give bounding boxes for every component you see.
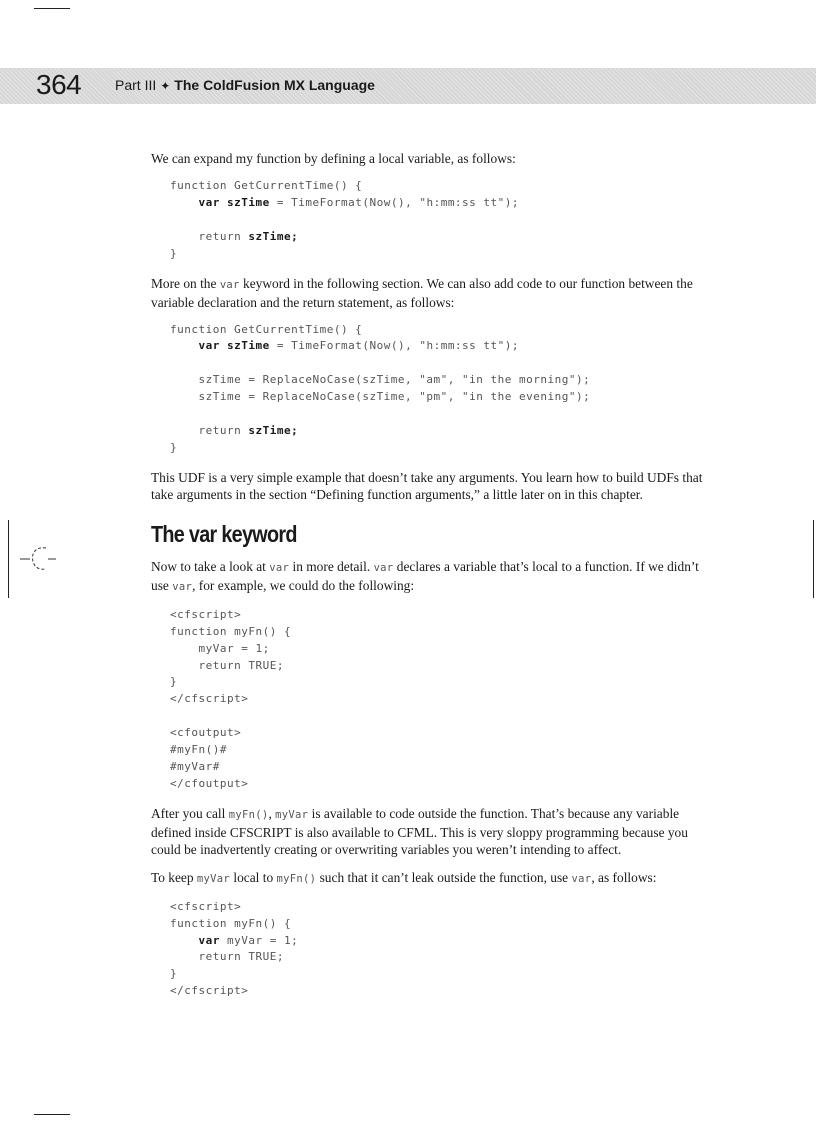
section-heading: The var keyword — [151, 520, 297, 547]
crop-mark-right-edge — [813, 520, 814, 598]
code-block-4: <cfscript> function myFn() { var myVar = 1; return TRUE; } </cfscript> — [170, 899, 299, 998]
book-title: The ColdFusion MX Language — [174, 77, 375, 93]
separator-icon: ✦ — [160, 79, 171, 93]
registration-mark-icon — [18, 544, 58, 574]
crop-mark-bottom-left — [34, 1114, 70, 1115]
part-label: Part III — [115, 77, 157, 93]
running-head — [115, 77, 375, 93]
paragraph-3: This UDF is a very simple example that doesn’t take any arguments. You learn how to build UDFs that take arguments in the section “Defining function arguments,” a little later on in this chapter. — [151, 469, 703, 502]
paragraph-4: Now to take a look at var in more detail. var declares a variable that’s local to a function. If we didn’t use var, for example, we could do the following: — [151, 558, 699, 593]
crop-mark-top-left — [34, 8, 70, 9]
paragraph-6: To keep myVar local to myFn() such that it can’t leak outside the function, use var, as follows: — [151, 869, 657, 885]
crop-mark-left-edge — [8, 520, 9, 598]
page-body — [151, 150, 711, 1012]
paragraph-1: We can expand my function by defining a local variable, as follows: — [151, 151, 516, 166]
page-number: 364 — [36, 69, 82, 100]
code-block-3: <cfscript> function myFn() { myVar = 1; return TRUE; } </cfscript> <cfoutput> #myFn()# #myVar# </cfoutput> — [170, 607, 292, 790]
code-block-2: function GetCurrentTime() { var szTime = TimeFormat(Now(), "h:mm:ss tt"); szTime = ReplaceNoCase(szTime, "am", "in the morning"); szTime = ReplaceNoCase(szTime, "pm", "in the evening"); return szTime; } — [170, 322, 591, 454]
code-block-1: function GetCurrentTime() { var szTime = TimeFormat(Now(), "h:mm:ss tt"); return szTime; } — [170, 179, 520, 260]
paragraph-5: After you call myFn(), myVar is available to code outside the function. That’s because any variable defined inside CFSCRIPT is also available to CFML. This is very sloppy programming because you could be inadvertently creating or overwriting variables you weren’t intending to affect. — [151, 805, 688, 857]
paragraph-2: More on the var keyword in the following section. We can also add code to our function between the variable declaration and the return statement, as follows: — [151, 275, 693, 310]
